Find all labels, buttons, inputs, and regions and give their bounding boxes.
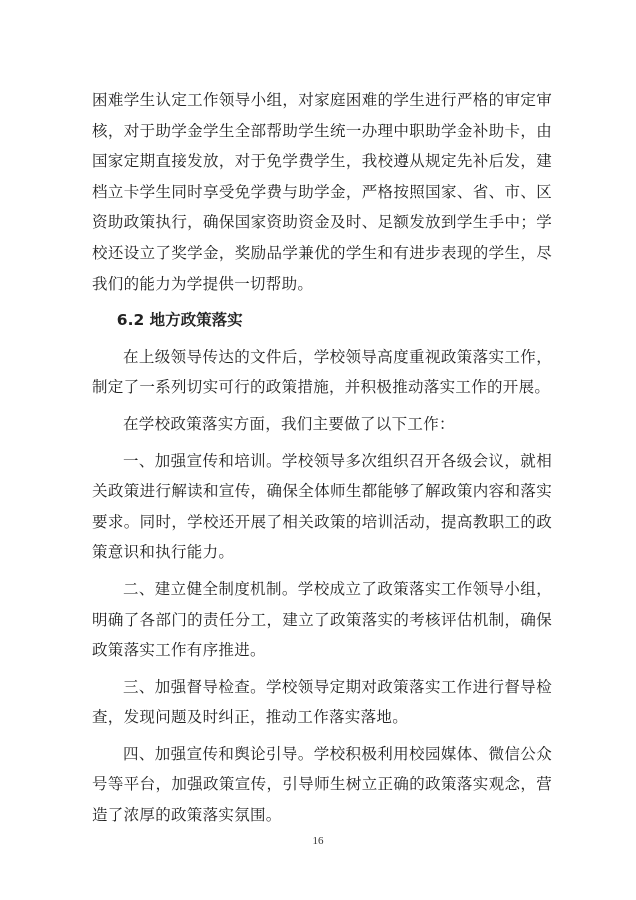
- paragraph-item-one: 一、加强宣传和培训。学校领导多次组织召开各级会议，就相关政策进行解读和宣传，确保全体师生都能够了解政策内容和落实要求。同时，学校还开展了相关政策的培训活动，提高教职工的政策意识和执行能力。: [92, 451, 552, 562]
- paragraph-work-summary: 在学校政策落实方面，我们主要做了以下工作：: [123, 414, 455, 433]
- paragraph-item-three: 三、加强督导检查。学校领导定期对政策落实工作进行督导检查，发现问题及时纠正，推动工作落实落地。: [92, 677, 552, 727]
- document-body: [92, 85, 552, 837]
- paragraph-student-aid: 困难学生认定工作领导小组，对家庭困难的学生进行严格的审定审核，对于助学金学生全部帮助学生统一办理中职助学金补助卡，由国家定期直接发放，对于免学费学生，我校遵从规定先补后发，建档立卡学生同时享受免学费与助学金，严格按照国家、省、市、区资助政策执行，确保国家资助资金及时、足额发放到学生手中；学校还设立了奖学金，奖励品学兼优的学生和有进步表现的学生，尽我们的能力为学提供一切帮助。: [92, 91, 552, 293]
- section-heading-local-policy: 6.2 地方政策落实: [116, 311, 243, 330]
- paragraph-item-four: 四、加强宣传和舆论引导。学校积极利用校园媒体、微信公众号等平台，加强政策宣传，引导师生树立正确的政策落实观念，营造了浓厚的政策落实氛围。: [92, 744, 552, 825]
- paragraph-item-two: 二、建立健全制度机制。学校成立了政策落实工作领导小组，明确了各部门的责任分工，建立了政策落实的考核评估机制，确保政策落实工作有序推进。: [92, 579, 552, 660]
- paragraph-policy-intro: 在上级领导传达的文件后，学校领导高度重视政策落实工作，制定了一系列切实可行的政策措施，并积极推动落实工作的开展。: [92, 347, 552, 397]
- page-number: 16: [312, 835, 324, 847]
